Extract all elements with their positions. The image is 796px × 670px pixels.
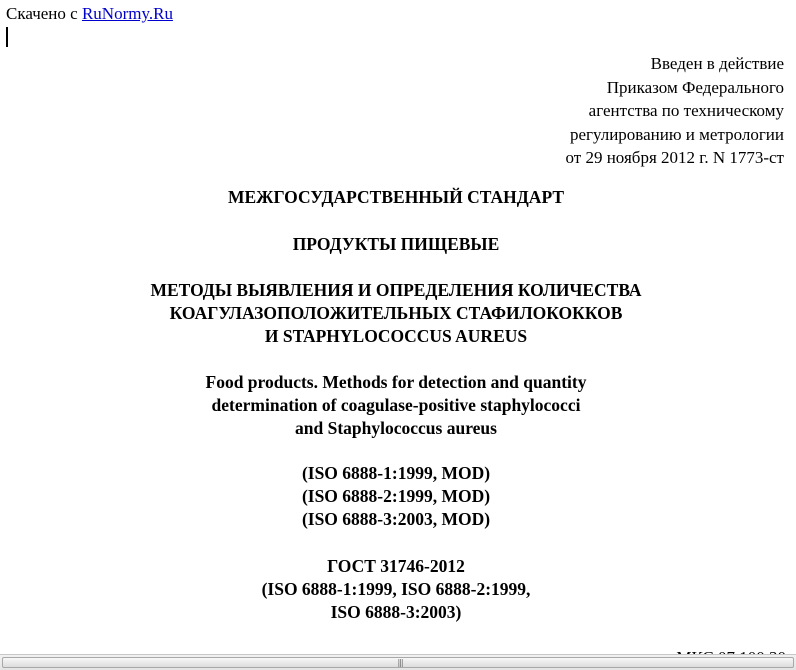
downloaded-prefix: Скачено с (6, 4, 78, 23)
gost-designation (0, 555, 792, 624)
gost-line: ГОСТ 31746-2012 (327, 556, 465, 576)
iso-ref-line: (ISO 6888-1:1999, MOD) (301, 463, 491, 483)
title-russian (0, 279, 792, 348)
iso-ref-line: (ISO 6888-3:2003, MOD) (301, 509, 491, 529)
standard-type-heading (0, 186, 792, 209)
gost-line: (ISO 6888-1:1999, ISO 6888-2:1999, (261, 579, 531, 599)
horizontal-scrollbar[interactable] (0, 654, 796, 670)
title-english (0, 371, 792, 440)
iso-references (0, 462, 792, 531)
text-cursor (6, 27, 8, 47)
enactment-note (424, 52, 784, 170)
title-ru-line: КОАГУЛАЗОПОЛОЖИТЕЛЬНЫХ СТАФИЛОКОККОВ (169, 303, 623, 323)
enactment-line: Приказом Федерального (606, 77, 784, 97)
title-en-line: determination of coagulase-positive staphylococci (211, 395, 581, 415)
enactment-line: агентства по техническому (588, 101, 784, 120)
title-en-line: and Staphylococcus aureus (295, 418, 497, 438)
standard-type-text: МЕЖГОСУДАРСТВЕННЫЙ СТАНДАРТ (227, 187, 565, 207)
title-ru-line: И STAPHYLOCOCCUS AUREUS (264, 326, 528, 346)
enactment-line: регулированию и метрологии (569, 124, 784, 144)
iso-ref-line: (ISO 6888-2:1999, MOD) (301, 486, 491, 506)
enactment-line: от 29 ноября 2012 г. N 1773-ст (565, 148, 784, 167)
gost-line: ISO 6888-3:2003) (330, 602, 462, 622)
download-source-line (6, 4, 173, 24)
source-link[interactable]: RuNormy.Ru (81, 4, 173, 23)
scrollbar-thumb[interactable] (2, 657, 794, 668)
scrollbar-grip-icon: ||| (397, 658, 403, 667)
category-text: ПРОДУКТЫ ПИЩЕВЫЕ (292, 234, 500, 254)
category-heading (0, 233, 792, 256)
title-en-line: Food products. Methods for detection and quantity (205, 372, 587, 392)
enactment-line: Введен в действие (650, 54, 784, 73)
title-ru-line: МЕТОДЫ ВЫЯВЛЕНИЯ И ОПРЕДЕЛЕНИЯ КОЛИЧЕСТВА (150, 280, 642, 300)
